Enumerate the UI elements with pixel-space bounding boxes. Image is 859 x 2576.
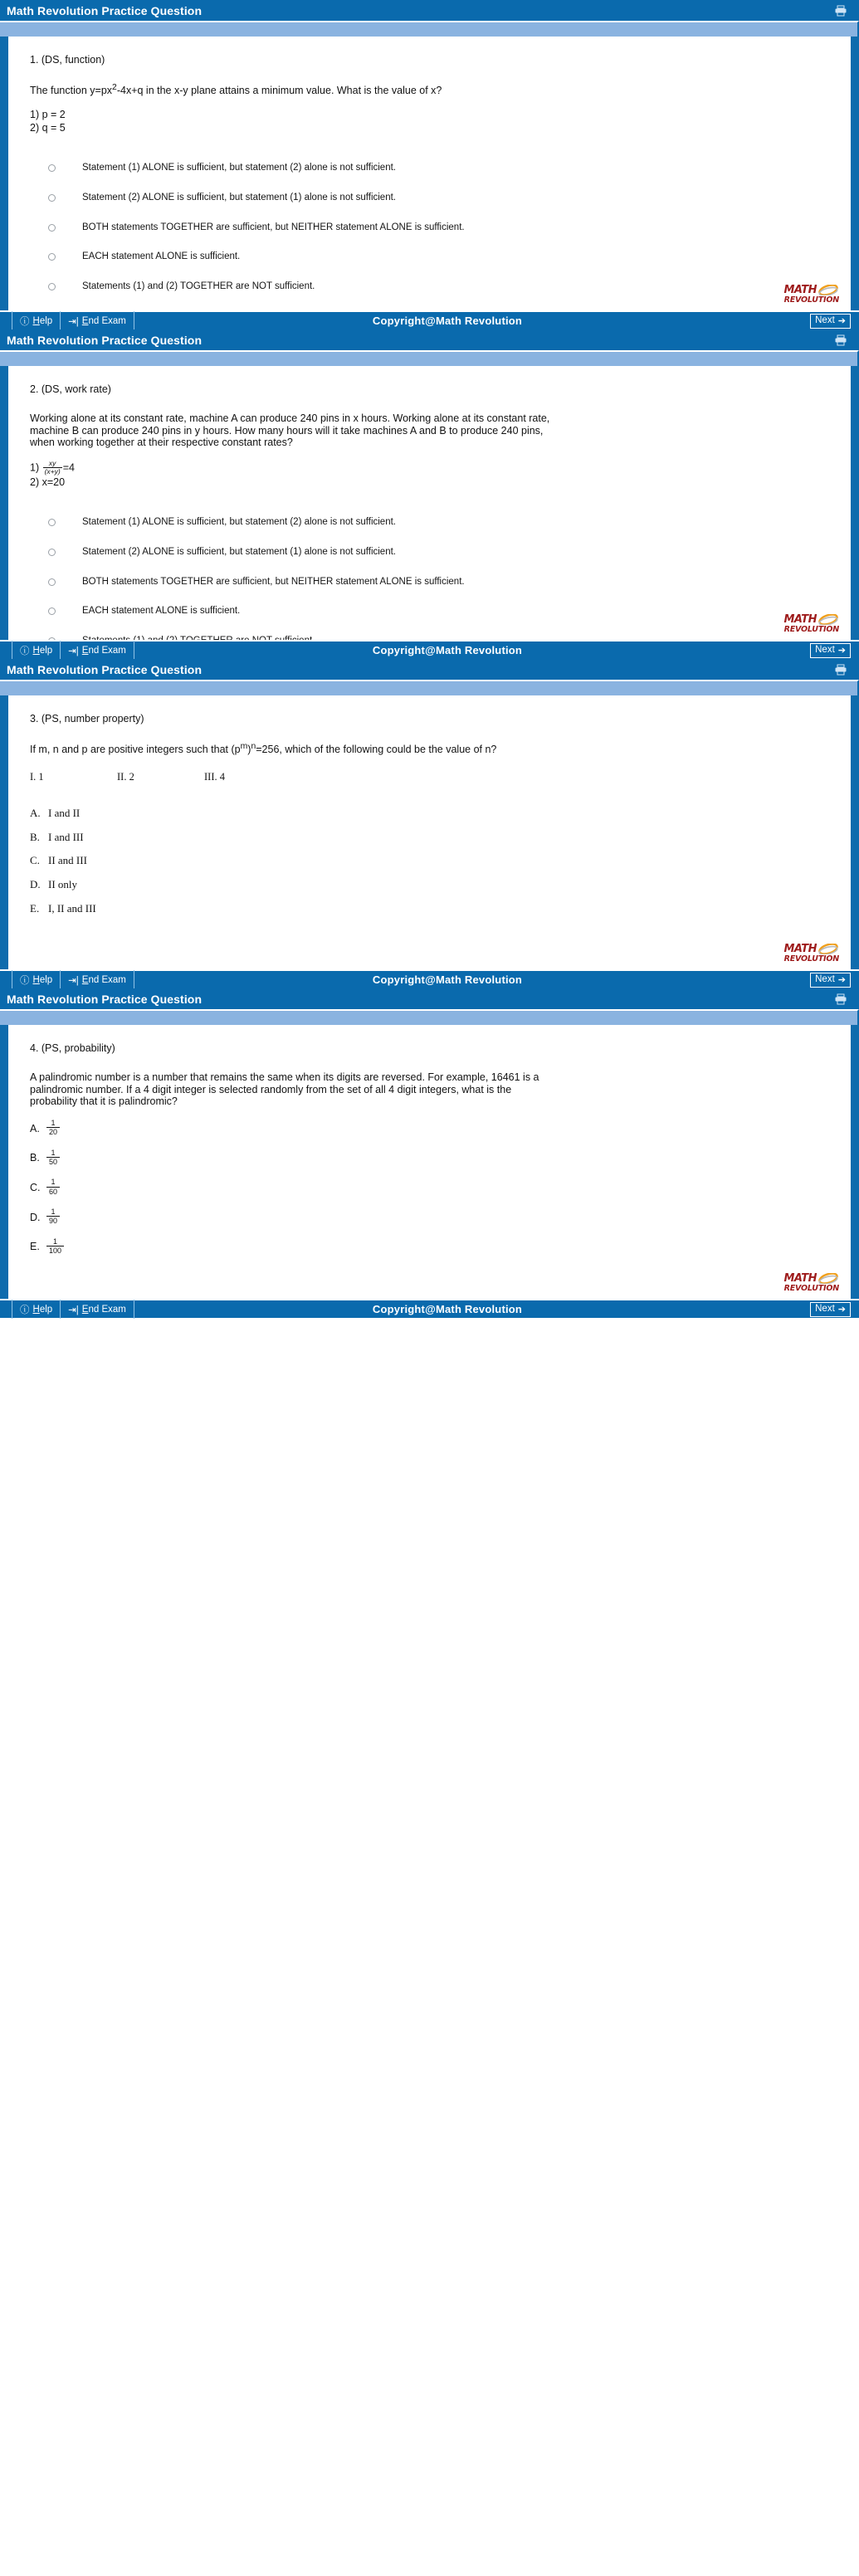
option-d[interactable]	[30, 251, 829, 262]
logo-revolution-text: REVOLUTION	[783, 295, 839, 305]
next-button[interactable]	[810, 314, 851, 329]
fraction-denominator: 60	[46, 1187, 60, 1196]
option-letter: C.	[30, 854, 40, 867]
question-mark-circle-icon: ⓘ	[20, 646, 30, 656]
help-label: elp	[39, 315, 53, 326]
stem-part: )	[247, 743, 251, 755]
radio-icon[interactable]	[48, 607, 56, 615]
question-panel-1	[0, 0, 859, 329]
statement-1: 1) p = 2	[30, 109, 66, 121]
roman-numeral-list	[30, 771, 829, 783]
question-stem	[30, 742, 822, 756]
fraction-numerator: xy	[48, 459, 56, 467]
exit-door-icon: ⇥|	[68, 975, 79, 986]
exit-door-icon: ⇥|	[68, 646, 79, 656]
slide-body-4	[0, 1025, 859, 1299]
question-stem	[30, 412, 822, 449]
swoosh-icon	[818, 285, 839, 295]
page-title: Math Revolution Practice Question	[7, 992, 203, 1006]
option-label: BOTH statements TOGETHER are sufficient, but NEITHER statement ALONE is sufficient.	[82, 576, 465, 587]
end-exam-label: nd Exam	[88, 974, 126, 985]
option-letter: A.	[30, 807, 41, 820]
next-button[interactable]	[810, 1302, 851, 1317]
next-label: Next	[815, 645, 835, 655]
stem-line: A palindromic number is a number that remains the same when its digits are reversed. For example, 16461 is a	[30, 1071, 539, 1083]
question-stem	[30, 83, 822, 97]
slide-body-3	[0, 695, 859, 969]
next-label: Next	[815, 974, 835, 984]
option-letter: C.	[30, 1181, 41, 1193]
logo-revolution-text: REVOLUTION	[783, 1283, 839, 1293]
option-label: Statement (2) ALONE is sufficient, but statement (1) alone is not sufficient.	[82, 193, 396, 203]
statement-2: 2) q = 5	[30, 121, 66, 134]
accent-band-2	[0, 350, 859, 366]
option-c[interactable]	[30, 222, 829, 233]
option-label: EACH statement ALONE is sufficient.	[82, 606, 241, 617]
next-label: Next	[815, 1304, 835, 1314]
stem-line: Working alone at its constant rate, machine A can produce 240 pins in x hours. Working alone at its constant rate,	[30, 412, 550, 424]
exit-door-icon: ⇥|	[68, 316, 79, 327]
fraction-numerator: 1	[53, 1237, 58, 1246]
copyright-text: Copyright@Math Revolution	[372, 644, 523, 656]
option-c[interactable]	[30, 577, 829, 588]
help-button[interactable]	[12, 1300, 61, 1319]
help-label-accel: H	[32, 645, 40, 656]
arrow-right-icon: ➔	[837, 645, 846, 656]
option-label: Statements (1) and (2) TOGETHER are NOT sufficient.	[82, 281, 315, 291]
slide-body-1	[0, 37, 859, 310]
option-label: Statement (1) ALONE is sufficient, but statement (2) alone is not sufficient.	[82, 163, 396, 173]
radio-icon[interactable]	[48, 224, 56, 232]
arrow-right-icon: ➔	[837, 1304, 846, 1315]
copyright-text: Copyright@Math Revolution	[372, 973, 523, 986]
ds-statements	[30, 109, 829, 134]
fraction-denominator: 50	[46, 1157, 60, 1166]
end-exam-label: nd Exam	[88, 1304, 126, 1315]
fraction-denominator: (x+y)	[44, 466, 61, 476]
help-button[interactable]	[12, 311, 61, 330]
help-label-accel: H	[32, 315, 40, 326]
radio-icon[interactable]	[48, 578, 56, 586]
option-d[interactable]	[30, 606, 829, 617]
help-label-accel: H	[32, 974, 40, 985]
page-title: Math Revolution Practice Question	[7, 3, 203, 17]
roman-item-1: I. 1	[30, 771, 44, 783]
option-label: II and III	[48, 854, 87, 867]
fraction-numerator: 1	[51, 1178, 56, 1187]
help-label: elp	[39, 645, 53, 656]
swoosh-icon	[818, 614, 839, 625]
help-label-accel: H	[32, 1304, 40, 1315]
end-exam-label: nd Exam	[88, 315, 126, 326]
page-title: Math Revolution Practice Question	[7, 333, 203, 347]
accent-band-1	[0, 21, 859, 37]
radio-icon[interactable]	[48, 194, 56, 202]
fraction-denominator: 100	[46, 1246, 64, 1255]
roman-item-2: II. 2	[117, 771, 134, 783]
footer-toolbar-4	[0, 1299, 859, 1318]
fraction-numerator: 1	[51, 1119, 56, 1127]
fraction	[43, 460, 62, 476]
arrow-right-icon: ➔	[837, 315, 846, 326]
help-button[interactable]	[12, 641, 61, 660]
option-c[interactable]	[30, 854, 829, 867]
fraction-numerator: 1	[51, 1148, 56, 1157]
statement-2: 2) x=20	[30, 476, 66, 488]
fraction	[46, 1178, 60, 1196]
logo-math-text: MATH	[783, 612, 817, 626]
end-exam-label: nd Exam	[88, 645, 126, 656]
title-bar-4	[0, 988, 859, 1009]
answer-options	[30, 163, 829, 291]
answer-options	[30, 807, 829, 915]
logo-revolution-text: REVOLUTION	[783, 624, 839, 634]
fraction-denominator: 20	[46, 1127, 60, 1136]
math-revolution-logo	[768, 285, 839, 305]
question-panel-4	[0, 988, 859, 1318]
option-letter: E.	[30, 901, 40, 915]
end-exam-accel: E	[81, 1304, 89, 1315]
copyright-text: Copyright@Math Revolution	[372, 315, 523, 327]
answer-options	[30, 517, 829, 646]
footer-toolbar-1	[0, 310, 859, 329]
stem-exponent: n	[251, 741, 256, 751]
fraction	[46, 1208, 60, 1226]
math-revolution-logo	[768, 944, 839, 964]
option-b[interactable]	[30, 1149, 829, 1168]
option-label: Statement (1) ALONE is sufficient, but statement (2) alone is not sufficient.	[82, 517, 396, 528]
next-label: Next	[815, 315, 835, 325]
option-label: I, II and III	[48, 901, 96, 915]
option-d[interactable]	[30, 878, 829, 891]
question-mark-circle-icon: ⓘ	[20, 1305, 30, 1315]
statement-suffix: =4	[62, 461, 75, 474]
stem-exponent: 2	[112, 82, 117, 92]
question-tag: 1. (DS, function)	[30, 54, 105, 66]
printer-icon[interactable]	[834, 5, 847, 17]
title-bar-2	[0, 329, 859, 350]
option-label: II only	[48, 877, 78, 890]
stem-line: when working together at their respective constant rates?	[30, 437, 293, 449]
question-mark-circle-icon: ⓘ	[20, 316, 30, 327]
printer-icon[interactable]	[834, 993, 847, 1005]
stem-line: machine B can produce 240 pins in y hours. How many hours will it take machines A and B to produce 240 pins,	[30, 424, 544, 437]
stem-part: -4x+q in the x-y plane attains a minimum value. What is the value of x?	[116, 84, 442, 96]
title-bar-3	[0, 659, 859, 680]
logo-revolution-text: REVOLUTION	[783, 954, 839, 964]
swoosh-icon	[818, 944, 839, 954]
math-revolution-logo	[768, 1273, 839, 1293]
option-label: Statement (2) ALONE is sufficient, but statement (1) alone is not sufficient.	[82, 547, 396, 558]
stem-part: =256, which of the following could be the value of n?	[256, 743, 497, 755]
printer-icon[interactable]	[834, 664, 847, 676]
logo-math-text: MATH	[783, 1271, 817, 1285]
fraction	[46, 1237, 64, 1256]
help-label: elp	[39, 974, 53, 985]
roman-item-3: III. 4	[204, 771, 225, 783]
question-tag: 3. (PS, number property)	[30, 713, 144, 724]
option-e[interactable]	[30, 902, 829, 915]
swoosh-icon	[818, 1273, 839, 1284]
fraction-numerator: 1	[51, 1208, 56, 1217]
option-letter: B.	[30, 1152, 40, 1164]
statement-prefix: 1)	[30, 461, 42, 474]
option-a[interactable]	[30, 807, 829, 820]
math-revolution-logo	[768, 614, 839, 634]
footer-toolbar-2	[0, 640, 859, 659]
option-label: I and II	[48, 807, 81, 820]
stem-line: palindromic number. If a 4 digit integer is selected randomly from the set of all 4 digit integers, what is the	[30, 1083, 512, 1095]
statement-1	[30, 461, 829, 476]
exit-door-icon: ⇥|	[68, 1305, 79, 1315]
printer-icon[interactable]	[834, 334, 847, 346]
stem-part: If m, n and p are positive integers such that (p	[30, 743, 241, 755]
option-label: I and III	[48, 830, 84, 843]
end-exam-accel: E	[81, 645, 89, 656]
option-label: EACH statement ALONE is sufficient.	[82, 251, 241, 262]
question-tag: 4. (PS, probability)	[30, 1042, 115, 1054]
question-panel-2	[0, 329, 859, 659]
option-b[interactable]	[30, 193, 829, 203]
option-c[interactable]	[30, 1178, 829, 1197]
radio-icon[interactable]	[48, 549, 56, 556]
accent-band-4	[0, 1009, 859, 1025]
option-letter: B.	[30, 830, 40, 843]
arrow-right-icon: ➔	[837, 974, 846, 985]
next-button[interactable]	[810, 973, 851, 988]
footer-toolbar-3	[0, 969, 859, 988]
logo-math-text: MATH	[783, 942, 817, 955]
next-button[interactable]	[810, 643, 851, 658]
option-e[interactable]	[30, 1238, 829, 1256]
fraction	[46, 1119, 60, 1137]
option-a[interactable]	[30, 1120, 829, 1138]
end-exam-accel: E	[81, 315, 89, 326]
slide-body-2	[0, 366, 859, 640]
title-bar-1	[0, 0, 859, 21]
option-label: BOTH statements TOGETHER are sufficient, but NEITHER statement ALONE is sufficient.	[82, 222, 465, 232]
question-stem	[30, 1071, 822, 1108]
copyright-text: Copyright@Math Revolution	[372, 1303, 523, 1315]
end-exam-accel: E	[81, 974, 89, 985]
radio-icon[interactable]	[48, 164, 56, 172]
option-letter: D.	[30, 1211, 41, 1223]
help-button[interactable]	[12, 970, 61, 989]
option-b[interactable]	[30, 831, 829, 844]
stem-line: probability that it is palindromic?	[30, 1095, 178, 1108]
radio-icon[interactable]	[48, 519, 56, 526]
radio-icon[interactable]	[48, 283, 56, 290]
answer-options	[30, 1120, 829, 1256]
option-letter: D.	[30, 877, 41, 890]
option-a[interactable]	[30, 517, 829, 528]
help-label: elp	[39, 1304, 53, 1315]
stem-part: The function y=px	[30, 84, 113, 96]
fraction-denominator: 90	[46, 1216, 60, 1225]
option-letter: E.	[30, 1241, 40, 1253]
question-tag: 2. (DS, work rate)	[30, 383, 111, 395]
accent-band-3	[0, 680, 859, 695]
question-panel-3	[0, 659, 859, 988]
option-letter: A.	[30, 1122, 40, 1134]
ds-statements	[30, 461, 829, 489]
option-b[interactable]	[30, 547, 829, 558]
question-mark-circle-icon: ⓘ	[20, 975, 30, 986]
fraction	[46, 1149, 60, 1167]
page-title: Math Revolution Practice Question	[7, 662, 203, 676]
stem-exponent: m	[240, 741, 248, 751]
option-a[interactable]	[30, 163, 829, 173]
radio-icon[interactable]	[48, 253, 56, 261]
logo-math-text: MATH	[783, 283, 817, 296]
option-e[interactable]	[30, 281, 829, 292]
option-d[interactable]	[30, 1208, 829, 1227]
